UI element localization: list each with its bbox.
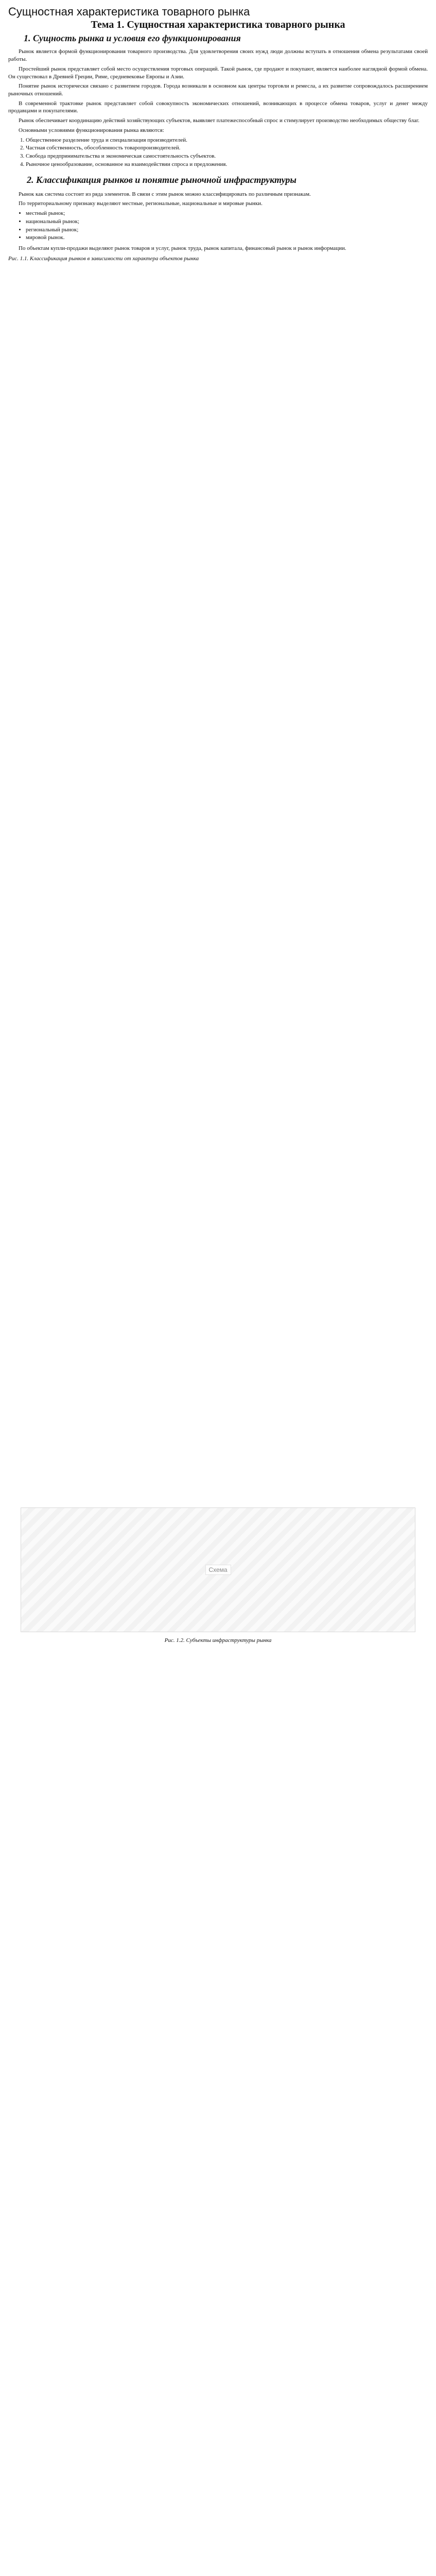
market-infrastructure-figure — [21, 1507, 415, 1632]
remaining-text-area — [8, 267, 428, 1503]
bullet-item: • местный рынок; — [26, 210, 428, 217]
market-types-list — [8, 210, 428, 242]
numbered-item: 1. Общественное разделение труда и специализация производителей. — [26, 137, 428, 144]
conditions-list — [8, 137, 428, 168]
section-title-2: 2. Классификация рынков и понятие рыночной инфраструктуры — [27, 174, 297, 185]
figure-caption: Рис. 1.2. Субъекты инфраструктуры рынка — [164, 1637, 272, 1643]
body-paragraph: Понятие рынок исторически связано с развитием городов. Города возникали в основном как центры торговли и ремесла, а их развитие сопровождалось расширением рыночных отношений. — [8, 83, 428, 97]
figure-caption: Рис. 1.1. Классификация рынков в зависимости от характера объектов рынка — [8, 255, 199, 262]
figure-placeholder-label: Схема — [205, 1565, 231, 1575]
section-title-1: 1. Сущность рынка и условия его функционирования — [24, 33, 241, 44]
body-paragraph: Рынок обеспечивает координацию действий хозяйствующих субъектов, выявляет платежеспособный спрос и стимулирует производство необходимых обществу благ. — [19, 117, 420, 124]
numbered-item: 2. Частная собственность, обособленность товаропроизводителей. — [26, 144, 428, 152]
numbered-item: 4. Рыночное ценообразование, основанное на взаимодействии спроса и предложения. — [26, 161, 428, 168]
bullet-item: • национальный рынок; — [26, 218, 428, 226]
body-paragraph: По объектам купли-продажи выделяют рынок товаров и услуг, рынок труда, рынок капитала, финансовый рынок и рынок информации. — [19, 245, 346, 251]
body-paragraph: В современной трактовке рынок представляет собой совокупность экономических отношений, возникающих в процессе обмена товаров, услуг и денег между продавцами и покупателями. — [8, 100, 428, 114]
body-paragraph: Простейший рынок представляет собой место осуществления торговых операций. Такой рынок, где продают и покупают, является наиболее наглядной формой обмена. Он существовал в Древней Греции, Риме, средневековье Европы и Азии. — [8, 65, 428, 80]
conditions-intro: Основными условиями функционирования рынка являются: — [19, 127, 164, 133]
body-paragraph: Рынок является формой функционирования товарного производства. Для удовлетворения своих нужд люди должны вступать в отношения обмена результатами своей работы. — [8, 48, 428, 63]
body-paragraph: Рынок как система состоит из ряда элементов. В связи с этим рынок можно классифицировать по различным признакам. — [19, 191, 311, 197]
numbered-item: 3. Свобода предпринимательства и экономическая самостоятельность субъектов. — [26, 152, 428, 160]
bullet-item: • мировой рынок. — [26, 234, 428, 242]
topic-title: Тема 1. Сущностная характеристика товарного рынка — [91, 19, 345, 31]
document-title: Сущностная характеристика товарного рынка — [8, 5, 250, 18]
bullet-item: • региональный рынок; — [26, 226, 428, 234]
body-paragraph: По территориальному признаку выделяют местные, региональные, национальные и мировые рынки. — [19, 200, 263, 207]
